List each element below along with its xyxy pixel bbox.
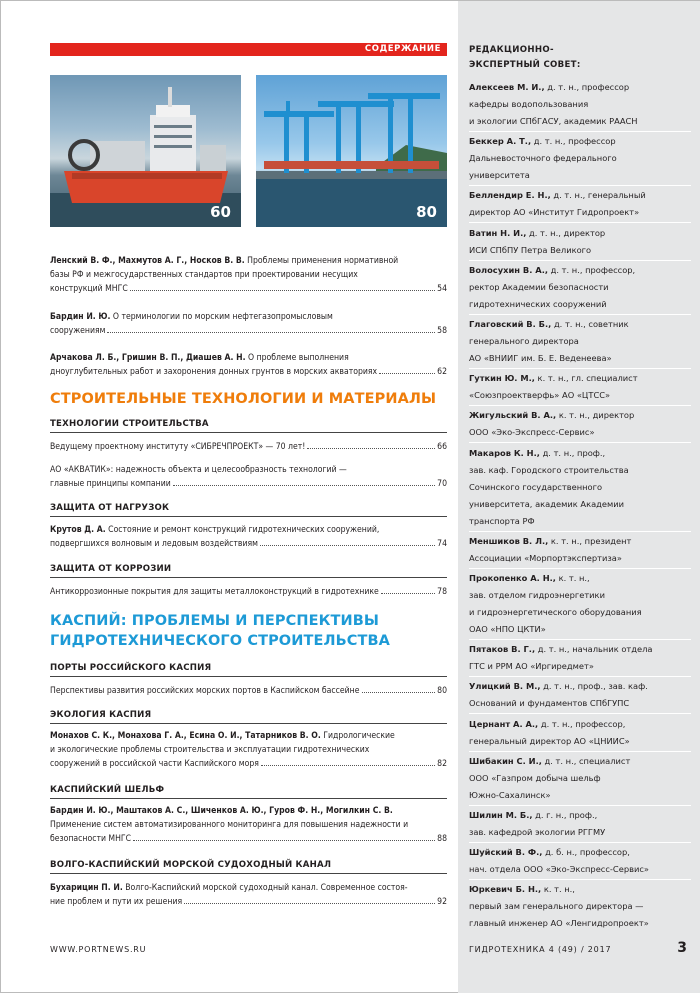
council-title bbox=[469, 43, 581, 72]
divider bbox=[50, 577, 447, 578]
member-credentials: Оснований и фундаментов СПбГУПС bbox=[469, 698, 630, 709]
member-credentials: ИСИ СПбПУ Петра Великого bbox=[469, 244, 592, 255]
member-credentials: директор АО «Институт Гидропроект» bbox=[469, 207, 640, 218]
council-member bbox=[469, 262, 695, 313]
subsection-heading: ВОЛГО-КАСПИЙСКИЙ МОРСКОЙ СУДОХОДНЫЙ КАНАЛ bbox=[50, 860, 332, 870]
member-divider bbox=[469, 639, 691, 640]
toc-entry[interactable] bbox=[50, 729, 447, 772]
member-name: Беккер А. Т., bbox=[469, 136, 532, 147]
member-credentials: ОАО «НПО ЦКТИ» bbox=[469, 624, 546, 634]
member-credentials: к. т. н., bbox=[541, 884, 575, 895]
divider bbox=[50, 432, 447, 433]
subsection-heading: ЗАЩИТА ОТ НАГРУЗОК bbox=[50, 503, 170, 513]
member-name: Юркевич Б. Н., bbox=[469, 884, 542, 895]
member-credentials: нач. отдела ООО «Эко-Экспресс-Сервис» bbox=[469, 864, 650, 875]
divider bbox=[50, 873, 447, 874]
member-name: Шуйский В. Ф., bbox=[469, 847, 543, 858]
section-header-bar bbox=[50, 43, 447, 56]
member-credentials: первый зам генерального директора — bbox=[469, 901, 644, 912]
toc-entry[interactable] bbox=[50, 684, 447, 698]
member-credentials: ООО «Газпром добыча шельф bbox=[469, 772, 601, 783]
entry-page: 80 bbox=[437, 686, 447, 696]
member-credentials: д. т. н., генеральный bbox=[550, 190, 646, 201]
entry-authors: Бухарицин П. И. bbox=[50, 883, 123, 893]
subsection-heading: ЗАЩИТА ОТ КОРРОЗИИ bbox=[50, 564, 172, 574]
entry-title-part: Ведущему проектному институту «СИБРЕЧПРОЕКТ» — 70 лет! bbox=[50, 442, 306, 452]
member-credentials: д. т. н., советник bbox=[551, 319, 629, 329]
member-name: Волосухин В. А., bbox=[469, 264, 549, 275]
member-divider bbox=[469, 222, 691, 223]
entry-title-part: Волго-Каспийский морской судоходный канал. Современное состоя- bbox=[122, 883, 408, 893]
entry-page: 82 bbox=[437, 759, 447, 770]
entry-page: 92 bbox=[437, 897, 447, 908]
member-name: Беллендир Е. Н., bbox=[469, 190, 551, 201]
entry-title-part: Проблемы применения нормативной bbox=[244, 256, 399, 266]
member-credentials: д. т. н., специалист bbox=[541, 755, 631, 766]
member-credentials: д. т. н., проф., зав. каф. bbox=[540, 681, 648, 692]
page-number: 3 bbox=[677, 940, 687, 956]
entry-authors: Ленский В. Ф., Махмутов А. Г., Носков В. В. bbox=[50, 256, 245, 266]
entry-page: 66 bbox=[437, 442, 447, 452]
subsection-heading: ПОРТЫ РОССИЙСКОГО КАСПИЯ bbox=[50, 663, 212, 673]
member-divider bbox=[469, 879, 691, 880]
member-credentials: к. т. н., президент bbox=[548, 535, 632, 546]
entry-title-part: подвергшихся волновым и ледовым воздействиям bbox=[50, 539, 258, 550]
entry-authors: Крутов Д. А. bbox=[50, 525, 106, 535]
subsection-heading: ЭКОЛОГИЯ КАСПИЯ bbox=[50, 710, 152, 720]
toc-entry[interactable] bbox=[50, 881, 447, 909]
toc-entry[interactable] bbox=[50, 440, 447, 454]
section-label: СОДЕРЖАНИЕ bbox=[364, 44, 441, 54]
council-member bbox=[469, 881, 695, 932]
member-divider bbox=[469, 531, 691, 532]
member-divider bbox=[469, 676, 691, 677]
council-title-line: ЭКСПЕРТНЫЙ СОВЕТ: bbox=[469, 59, 581, 70]
entry-title-part: безопасности МНГС bbox=[50, 834, 132, 845]
subsection-heading: ТЕХНОЛОГИИ СТРОИТЕЛЬСТВА bbox=[50, 419, 209, 429]
entry-title-part: дноуглубительных работ и захоронения донных грунтов в морских акваториях bbox=[50, 367, 378, 378]
member-divider bbox=[469, 713, 691, 714]
entry-title-part: сооружений в российской части Каспийского моря bbox=[50, 759, 259, 770]
member-credentials: университета bbox=[469, 170, 530, 181]
council-member bbox=[469, 187, 695, 221]
council-member bbox=[469, 807, 695, 841]
member-credentials: зав. каф. Городского строительства bbox=[469, 464, 629, 475]
entry-title-part: Применение систем автоматизированного мониторинга для повышения надежности и bbox=[50, 820, 409, 831]
member-credentials: АО «ВНИИГ им. Б. Е. Веденеева» bbox=[469, 353, 612, 363]
divider bbox=[50, 723, 447, 724]
member-credentials: главный инженер АО «Ленгидропроект» bbox=[469, 918, 649, 929]
entry-title-part: базы РФ и межгосударственных стандартов при проектировании несущих bbox=[50, 270, 358, 281]
council-member bbox=[469, 753, 695, 804]
council-member bbox=[469, 716, 695, 750]
heading-line: КАСПИЙ: ПРОБЛЕМЫ И ПЕРСПЕКТИВЫ bbox=[50, 613, 380, 629]
member-credentials: ООО «Эко-Экспресс-Сервис» bbox=[469, 427, 595, 438]
member-name: Шилин М. Б., bbox=[469, 810, 533, 820]
subsection-heading: КАСПИЙСКИЙ ШЕЛЬФ bbox=[50, 785, 165, 795]
entry-title-part: Перспективы развития российских морских портов в Каспийском бассейне bbox=[50, 686, 360, 696]
toc-entry[interactable] bbox=[50, 585, 447, 599]
member-name: Меншиков В. Л., bbox=[469, 535, 549, 546]
council-member bbox=[469, 225, 695, 259]
member-credentials: «Союзпроектверфь» АО «ЦТСС» bbox=[469, 390, 611, 401]
member-credentials: д. т. н., профессор, bbox=[548, 264, 636, 275]
journal-footer: ГИДРОТЕХНИКА 4 (49) / 2017 bbox=[469, 945, 612, 954]
entry-page: 88 bbox=[437, 834, 447, 845]
member-divider bbox=[469, 368, 691, 369]
member-name: Жигульский В. А., bbox=[469, 410, 557, 421]
toc-entry[interactable] bbox=[50, 351, 447, 379]
member-credentials: Южно-Сахалинск» bbox=[469, 789, 551, 800]
member-name: Улицкий В. М., bbox=[469, 681, 541, 692]
toc-entry[interactable] bbox=[50, 463, 447, 491]
toc-entry[interactable] bbox=[50, 523, 447, 551]
section-heading-caspian bbox=[50, 611, 390, 651]
member-credentials: зав. кафедрой экологии РГГМУ bbox=[469, 827, 606, 837]
council-member bbox=[469, 133, 695, 184]
member-name: Алексеев М. И., bbox=[469, 82, 545, 92]
member-credentials: к. т. н., bbox=[555, 573, 590, 583]
entry-page: 54 bbox=[437, 284, 447, 295]
member-name: Прокопенко А. Н., bbox=[469, 573, 556, 583]
member-credentials: д. т. н., начальник отдела bbox=[535, 644, 653, 655]
council-title-line: РЕДАКЦИОННО- bbox=[469, 45, 554, 55]
entry-title-part: сооружениям bbox=[50, 326, 106, 337]
entry-authors: Бардин И. Ю., Маштаков А. С., Шиченков А. Ю., Гуров Ф. Н., Могилкин С. В. bbox=[50, 806, 393, 816]
editorial-council-column bbox=[458, 1, 700, 993]
member-name: Глаговский В. Б., bbox=[469, 319, 552, 329]
port-photo[interactable] bbox=[256, 75, 447, 227]
member-divider bbox=[469, 751, 691, 752]
entry-title-part: О проблеме выполнения bbox=[245, 353, 349, 363]
divider bbox=[50, 516, 447, 517]
section-heading-building: СТРОИТЕЛЬНЫЕ ТЕХНОЛОГИИ И МАТЕРИАЛЫ bbox=[50, 391, 437, 407]
member-divider bbox=[469, 314, 691, 315]
council-member bbox=[469, 445, 695, 530]
member-divider bbox=[469, 405, 691, 406]
council-member bbox=[469, 79, 695, 130]
member-credentials: Ассоциации «Морпортэкспертиза» bbox=[469, 552, 622, 563]
heading-line: ГИДРОТЕХНИЧЕСКОГО СТРОИТЕЛЬСТВА bbox=[50, 633, 390, 649]
member-credentials: кафедры водопользования bbox=[469, 99, 589, 109]
member-divider bbox=[469, 842, 691, 843]
entry-authors: Арчакова Л. Б., Гришин В. П., Диашев А. Н. bbox=[50, 353, 246, 363]
member-name: Пятаков В. Г., bbox=[469, 644, 536, 655]
entry-page: 78 bbox=[437, 587, 447, 597]
photo-page-number: 80 bbox=[416, 203, 437, 221]
council-member bbox=[469, 533, 695, 567]
member-divider bbox=[469, 185, 691, 186]
entry-title-part: Антикоррозионные покрытия для защиты металлоконструкций в гидротехнике bbox=[50, 587, 379, 597]
member-credentials: гидротехнических сооружений bbox=[469, 298, 607, 309]
entry-title-part: и экологические проблемы строительства и эксплуатации гидротехнических bbox=[50, 745, 370, 756]
entry-authors: Бардин И. Ю. bbox=[50, 312, 111, 322]
council-member bbox=[469, 678, 695, 712]
council-member bbox=[469, 641, 695, 675]
entry-title-part: главные принципы компании bbox=[50, 479, 171, 490]
member-credentials: д. г. н., проф., bbox=[532, 810, 598, 820]
council-member bbox=[469, 370, 695, 404]
member-divider bbox=[469, 805, 691, 806]
member-credentials: д. т. н., профессор bbox=[544, 82, 630, 92]
toc-entry[interactable] bbox=[50, 804, 447, 847]
member-credentials: и экологии СПбГАСУ, академик РААСН bbox=[469, 116, 638, 126]
entry-title-part: Гидрологические bbox=[320, 731, 395, 741]
member-credentials: д. т. н., профессор, bbox=[538, 718, 626, 729]
photo-page-number: 60 bbox=[210, 203, 231, 221]
member-divider bbox=[469, 568, 691, 569]
divider bbox=[50, 798, 447, 799]
member-name: Цернант А. А., bbox=[469, 718, 539, 729]
entry-authors: Монахов С. К., Монахова Г. А., Есина О. И., Татарников В. О. bbox=[50, 731, 321, 741]
member-divider bbox=[469, 442, 691, 443]
member-credentials: генерального директора bbox=[469, 336, 579, 346]
website-footer[interactable]: WWW.PORTNEWS.RU bbox=[50, 945, 147, 954]
member-credentials: генеральный директор АО «ЦНИИС» bbox=[469, 735, 630, 746]
member-credentials: д. б. н., профессор, bbox=[542, 847, 630, 858]
entry-title-part: Состояние и ремонт конструкций гидротехнических сооружений, bbox=[105, 525, 380, 535]
member-credentials: д. т. н., директор bbox=[526, 227, 606, 238]
ship-photo[interactable] bbox=[50, 75, 241, 227]
council-member bbox=[469, 844, 695, 878]
entry-page: 62 bbox=[437, 367, 447, 378]
member-credentials: транспорта РФ bbox=[469, 515, 535, 526]
member-credentials: д. т. н., проф., bbox=[539, 447, 606, 458]
member-divider bbox=[469, 131, 691, 132]
member-name: Гуткин Ю. М., bbox=[469, 373, 535, 384]
member-credentials: к. т. н., директор bbox=[556, 410, 635, 421]
member-name: Макаров К. Н., bbox=[469, 447, 540, 458]
council-member bbox=[469, 316, 695, 367]
entry-title-part: О терминологии по морским нефтегазопромысловым bbox=[110, 312, 333, 322]
toc-entry[interactable] bbox=[50, 254, 447, 297]
member-credentials: ректор Академии безопасности bbox=[469, 281, 609, 292]
entry-title-part: АО «АКВАТИК»: надежность объекта и целесообразность технологий — bbox=[50, 465, 347, 475]
member-credentials: зав. отделом гидроэнергетики bbox=[469, 590, 605, 600]
member-name: Шибакин С. И., bbox=[469, 755, 542, 766]
entry-title-part: ние проблем и пути их решения bbox=[50, 897, 183, 908]
council-member bbox=[469, 570, 695, 638]
member-credentials: ГТС и РРМ АО «Иргиредмет» bbox=[469, 661, 594, 672]
member-credentials: Дальневосточного федерального bbox=[469, 153, 617, 164]
member-credentials: Сочинского государственного bbox=[469, 481, 603, 492]
entry-page: 70 bbox=[437, 479, 447, 490]
toc-entry[interactable] bbox=[50, 310, 447, 338]
entry-page: 74 bbox=[437, 539, 447, 550]
member-credentials: д. т. н., профессор bbox=[531, 136, 616, 147]
council-member bbox=[469, 407, 695, 441]
member-credentials: к. т. н., гл. специалист bbox=[534, 373, 638, 384]
member-credentials: и гидроэнергетического оборудования bbox=[469, 607, 642, 617]
member-name: Ватин Н. И., bbox=[469, 227, 527, 238]
member-divider bbox=[469, 260, 691, 261]
entry-page: 58 bbox=[437, 326, 447, 337]
divider bbox=[50, 676, 447, 677]
entry-title-part: конструкций МНГС bbox=[50, 284, 128, 295]
member-credentials: университета, академик Академии bbox=[469, 498, 625, 509]
